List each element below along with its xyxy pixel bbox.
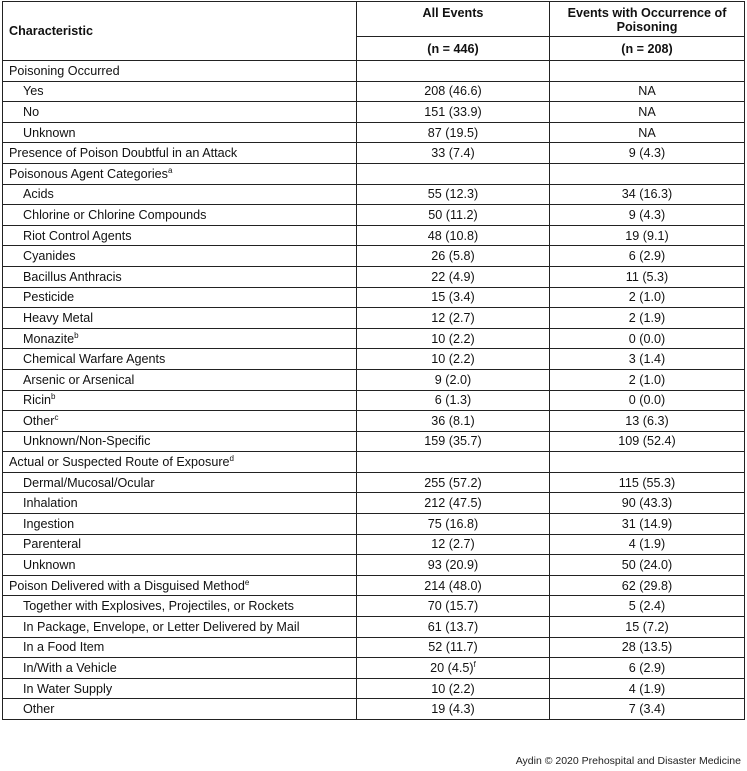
cell-all-events (357, 390, 550, 411)
cell-value: NA (638, 125, 656, 140)
table-row (3, 596, 745, 617)
cell-value: 255 (57.2) (424, 475, 482, 490)
cell-value: 55 (12.3) (427, 187, 479, 202)
table-row (3, 534, 745, 555)
section-label (3, 163, 357, 184)
data-table (2, 1, 745, 720)
row-label-text: Unknown (23, 558, 76, 573)
cell-events-poisoning (550, 143, 745, 164)
row-label-text: In/With a Vehicle (23, 661, 117, 676)
header-all-events: All Events (357, 2, 550, 37)
cell-value: 151 (33.9) (424, 104, 482, 119)
row-label (3, 514, 357, 535)
cell-value: 9 (4.3) (628, 207, 666, 222)
row-label-text: Dermal/Mucosal/Ocular (23, 475, 155, 490)
row-label-text: Chemical Warfare Agents (23, 352, 166, 367)
cell-value: 4 (1.9) (628, 681, 666, 696)
row-label-text: Monazite (23, 331, 75, 346)
row-label (3, 184, 357, 205)
row-label (3, 699, 357, 720)
row-label (3, 534, 357, 555)
row-label-text: Unknown (23, 125, 76, 140)
cell-all-events (357, 431, 550, 452)
cell-events-poisoning (550, 678, 745, 699)
row-label (3, 678, 357, 699)
row-label-text: Ricin (23, 393, 51, 408)
cell-value: 90 (43.3) (621, 496, 673, 511)
cell-events-poisoning (550, 390, 745, 411)
cell-value: 10 (2.2) (431, 352, 475, 367)
footnote-marker: f (473, 659, 476, 669)
footnote-marker: c (54, 412, 59, 422)
cell-value: 5 (2.4) (628, 599, 666, 614)
table-row (3, 493, 745, 514)
row-label-text: In a Food Item (23, 640, 105, 655)
row-label (3, 205, 357, 226)
row-label-text: Other (23, 413, 55, 428)
table-row (3, 658, 745, 679)
cell-all-events (357, 287, 550, 308)
row-label-text: Unknown/Non-Specific (23, 434, 151, 449)
cell-value: 31 (14.9) (621, 516, 673, 531)
cell-events-poisoning (550, 596, 745, 617)
cell-all-events (357, 102, 550, 123)
table-row (3, 308, 745, 329)
table-body (3, 61, 745, 720)
cell-events-poisoning (550, 266, 745, 287)
cell-value: 19 (4.3) (431, 702, 475, 717)
row-label-text: Parenteral (23, 537, 82, 552)
row-label-text: Pesticide (23, 290, 75, 305)
row-label (3, 81, 357, 102)
table-row (3, 431, 745, 452)
cell-value: 70 (15.7) (427, 599, 479, 614)
cell-events-poisoning (550, 61, 745, 82)
row-label-text: Presence of Poison Doubtful in an Attack (9, 146, 238, 161)
cell-value: 93 (20.9) (427, 558, 479, 573)
cell-all-events (357, 143, 550, 164)
cell-events-poisoning (550, 328, 745, 349)
row-label (3, 411, 357, 432)
row-label-text: Poisoning Occurred (9, 63, 120, 78)
table-row (3, 555, 745, 576)
row-label-text: Heavy Metal (23, 310, 93, 325)
cell-events-poisoning (550, 225, 745, 246)
cell-all-events (357, 369, 550, 390)
cell-events-poisoning (550, 514, 745, 535)
cell-events-poisoning (550, 184, 745, 205)
cell-value: 115 (55.3) (618, 475, 676, 490)
cell-events-poisoning (550, 658, 745, 679)
table-row (3, 699, 745, 720)
row-label-text: Together with Explosives, Projectiles, or Rockets (23, 599, 294, 614)
cell-value: 12 (2.7) (431, 310, 475, 325)
cell-events-poisoning (550, 411, 745, 432)
section-label (3, 575, 357, 596)
cell-value: 36 (8.1) (431, 413, 475, 428)
cell-value: 52 (11.7) (428, 640, 478, 655)
cell-all-events (357, 411, 550, 432)
cell-all-events (357, 534, 550, 555)
row-label-text: Inhalation (23, 496, 78, 511)
table-row (3, 452, 745, 473)
cell-value: 2 (1.9) (628, 310, 666, 325)
row-label (3, 431, 357, 452)
row-label-text: Chlorine or Chlorine Compounds (23, 207, 207, 222)
cell-value: 50 (11.2) (428, 207, 478, 222)
cell-all-events (357, 225, 550, 246)
cell-value: 13 (6.3) (625, 413, 669, 428)
cell-value: 22 (4.9) (431, 269, 475, 284)
cell-all-events (357, 308, 550, 329)
table-row (3, 349, 745, 370)
cell-value: 26 (5.8) (431, 249, 475, 264)
footnote-marker: e (244, 577, 250, 587)
cell-value: 109 (52.4) (618, 434, 676, 449)
row-label-text: Arsenic or Arsenical (23, 372, 135, 387)
table-row (3, 678, 745, 699)
table-row (3, 163, 745, 184)
cell-all-events (357, 493, 550, 514)
cell-value: 6 (2.9) (628, 661, 666, 676)
table-row (3, 390, 745, 411)
table-row (3, 411, 745, 432)
row-label-text: Acids (23, 187, 54, 202)
row-label (3, 246, 357, 267)
cell-value: 34 (16.3) (621, 187, 673, 202)
cell-events-poisoning (550, 205, 745, 226)
cell-all-events (357, 122, 550, 143)
table-row (3, 225, 745, 246)
cell-value: 6 (1.3) (434, 393, 472, 408)
cell-value: 11 (5.3) (625, 269, 669, 284)
cell-value: 214 (48.0) (424, 578, 482, 593)
table-row (3, 575, 745, 596)
table-row (3, 617, 745, 638)
cell-all-events (357, 184, 550, 205)
row-label-text: Bacillus Anthracis (23, 269, 122, 284)
cell-events-poisoning (550, 493, 745, 514)
row-label (3, 596, 357, 617)
cell-value: 7 (3.4) (628, 702, 666, 717)
cell-all-events (357, 678, 550, 699)
cell-value: 159 (35.7) (424, 434, 482, 449)
cell-events-poisoning (550, 472, 745, 493)
cell-all-events (357, 699, 550, 720)
row-label (3, 637, 357, 658)
table-row (3, 143, 745, 164)
row-label-text: Actual or Suspected Route of Exposure (9, 455, 230, 470)
cell-all-events (357, 637, 550, 658)
row-label (3, 102, 357, 123)
cell-events-poisoning (550, 81, 745, 102)
row-label (3, 369, 357, 390)
footnote-marker: b (51, 392, 56, 402)
cell-value: 9 (4.3) (628, 146, 666, 161)
row-label-text: Poisonous Agent Categories (9, 166, 168, 181)
row-label-text: No (23, 104, 40, 119)
cell-all-events (357, 555, 550, 576)
cell-value: 4 (1.9) (628, 537, 666, 552)
cell-all-events (357, 349, 550, 370)
cell-value: 10 (2.2) (431, 681, 475, 696)
table-header (3, 2, 745, 61)
cell-events-poisoning (550, 308, 745, 329)
cell-events-poisoning (550, 163, 745, 184)
cell-all-events (357, 658, 550, 679)
row-label-text: In Package, Envelope, or Letter Delivered by Mail (23, 619, 300, 634)
cell-events-poisoning (550, 637, 745, 658)
cell-all-events (357, 596, 550, 617)
row-label-text: In Water Supply (23, 681, 113, 696)
cell-events-poisoning (550, 431, 745, 452)
table-row (3, 637, 745, 658)
cell-all-events (357, 514, 550, 535)
cell-value: 19 (9.1) (625, 228, 669, 243)
cell-value: 0 (0.0) (628, 331, 666, 346)
copyright-credit: Aydin © 2020 Prehospital and Disaster Medicine (515, 755, 741, 767)
section-label (3, 143, 357, 164)
cell-events-poisoning (550, 534, 745, 555)
row-label (3, 555, 357, 576)
row-label-text: Ingestion (23, 516, 75, 531)
table-row (3, 246, 745, 267)
cell-events-poisoning (550, 349, 745, 370)
cell-events-poisoning (550, 555, 745, 576)
cell-value: 20 (4.5) (430, 661, 474, 676)
cell-events-poisoning (550, 452, 745, 473)
cell-value: 9 (2.0) (434, 372, 472, 387)
cell-value: 6 (2.9) (628, 249, 666, 264)
cell-all-events (357, 617, 550, 638)
cell-value: NA (638, 104, 656, 119)
cell-value: 12 (2.7) (431, 537, 475, 552)
table-row (3, 61, 745, 82)
table-row (3, 514, 745, 535)
row-label (3, 658, 357, 679)
table-row (3, 122, 745, 143)
cell-events-poisoning (550, 287, 745, 308)
table-row (3, 81, 745, 102)
header-n-all: (n = 446) (357, 37, 550, 61)
cell-events-poisoning (550, 699, 745, 720)
row-label (3, 390, 357, 411)
row-label (3, 493, 357, 514)
row-label-text: Yes (23, 84, 44, 99)
section-label (3, 61, 357, 82)
row-label (3, 122, 357, 143)
cell-all-events (357, 61, 550, 82)
table-row (3, 328, 745, 349)
cell-value: 15 (7.2) (625, 619, 669, 634)
cell-value: 50 (24.0) (621, 558, 673, 573)
cell-value: 208 (46.6) (424, 84, 482, 99)
cell-value: 2 (1.0) (628, 372, 666, 387)
section-label (3, 452, 357, 473)
cell-events-poisoning (550, 246, 745, 267)
header-characteristic: Characteristic (3, 2, 357, 61)
cell-value: 212 (47.5) (424, 496, 482, 511)
cell-all-events (357, 81, 550, 102)
cell-all-events (357, 472, 550, 493)
row-label (3, 349, 357, 370)
cell-events-poisoning (550, 369, 745, 390)
table-row (3, 287, 745, 308)
cell-events-poisoning (550, 122, 745, 143)
footnote-marker: b (74, 330, 79, 340)
cell-value: 28 (13.5) (621, 640, 673, 655)
cell-all-events (357, 575, 550, 596)
header-events-poisoning: Events with Occurrence of Poisoning (550, 2, 745, 37)
footnote-marker: a (167, 165, 173, 175)
row-label-text: Other (23, 702, 55, 717)
row-label (3, 266, 357, 287)
cell-events-poisoning (550, 102, 745, 123)
header-n-poisoning: (n = 208) (550, 37, 745, 61)
cell-value: 15 (3.4) (431, 290, 475, 305)
footnote-marker: d (229, 453, 234, 463)
row-label-text: Riot Control Agents (23, 228, 132, 243)
table-row (3, 102, 745, 123)
cell-all-events (357, 452, 550, 473)
cell-value: 2 (1.0) (628, 290, 666, 305)
cell-value: 3 (1.4) (628, 352, 666, 367)
cell-all-events (357, 246, 550, 267)
row-label (3, 328, 357, 349)
row-label (3, 617, 357, 638)
cell-all-events (357, 328, 550, 349)
row-label-text: Cyanides (23, 249, 76, 264)
row-label (3, 225, 357, 246)
cell-value: 33 (7.4) (431, 146, 475, 161)
table-row (3, 472, 745, 493)
cell-value: 10 (2.2) (431, 331, 475, 346)
cell-value: 61 (13.7) (427, 619, 479, 634)
cell-value: 62 (29.8) (621, 578, 673, 593)
cell-all-events (357, 266, 550, 287)
cell-events-poisoning (550, 617, 745, 638)
cell-all-events (357, 205, 550, 226)
table-row (3, 266, 745, 287)
table-row (3, 205, 745, 226)
cell-value: 48 (10.8) (427, 228, 479, 243)
table-row (3, 184, 745, 205)
table-row (3, 369, 745, 390)
row-label (3, 472, 357, 493)
cell-all-events (357, 163, 550, 184)
row-label (3, 287, 357, 308)
cell-value: 75 (16.8) (427, 516, 479, 531)
cell-value: 0 (0.0) (628, 393, 666, 408)
row-label (3, 308, 357, 329)
cell-value: 87 (19.5) (427, 125, 479, 140)
row-label-text: Poison Delivered with a Disguised Method (9, 578, 245, 593)
cell-events-poisoning (550, 575, 745, 596)
cell-value: NA (638, 84, 656, 99)
